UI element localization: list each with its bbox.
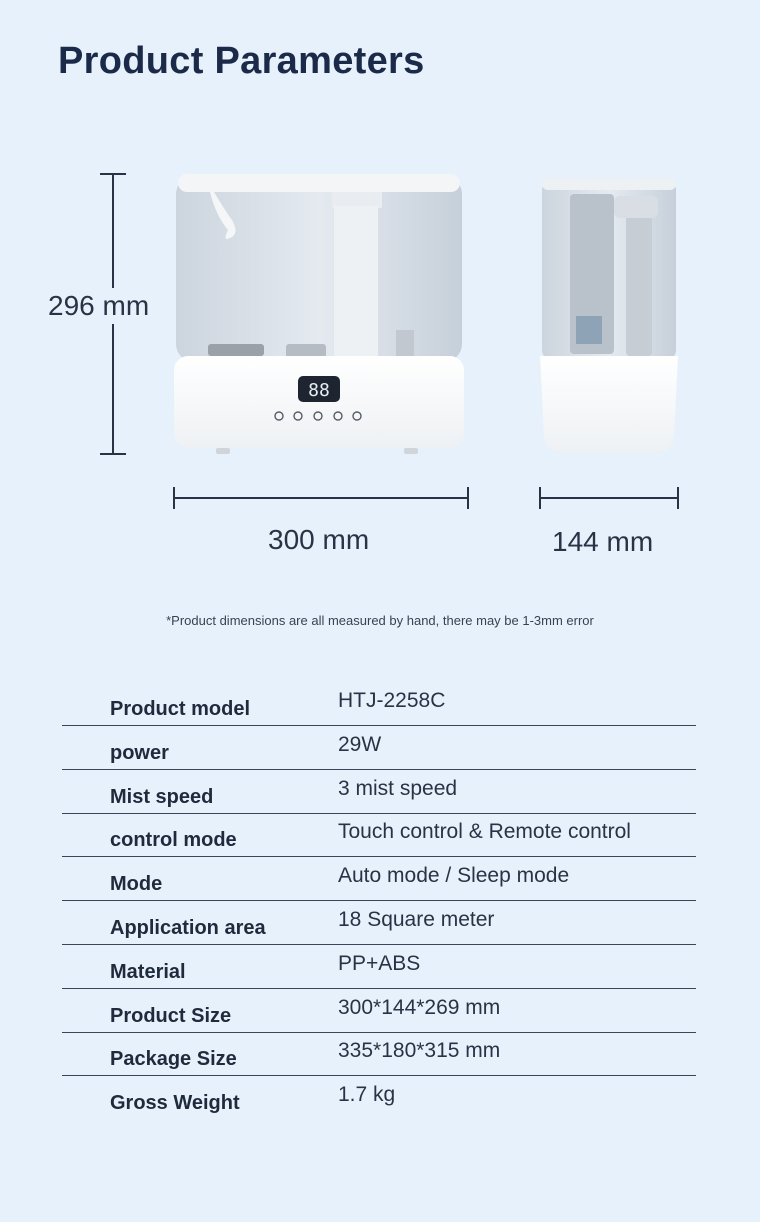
spec-value: HTJ-2258C <box>338 689 446 712</box>
table-row <box>62 683 696 726</box>
table-row <box>62 814 696 857</box>
measurement-note: *Product dimensions are all measured by hand, there may be 1-3mm error <box>166 613 594 628</box>
spec-value: 300*144*269 mm <box>338 995 501 1019</box>
specs-table <box>62 683 696 1120</box>
spec-label: Package Size <box>110 1048 237 1071</box>
table-row <box>62 727 696 770</box>
spec-value: 3 mist speed <box>338 776 458 800</box>
table-row <box>62 771 696 814</box>
table-row <box>62 902 696 945</box>
spec-label: Product model <box>110 698 251 720</box>
spec-value: Touch control & Remote control <box>338 820 631 844</box>
spec-value: PP+ABS <box>338 951 421 975</box>
spec-label: Application area <box>110 916 266 939</box>
spec-label: control mode <box>110 829 237 852</box>
table-row <box>62 858 696 901</box>
width-dimension-line <box>173 487 469 509</box>
page-title: Product Parameters <box>58 40 425 82</box>
spec-value: 29W <box>338 732 382 756</box>
table-row <box>62 946 696 989</box>
spec-label: power <box>110 741 169 764</box>
spec-label: Gross Weight <box>110 1092 240 1115</box>
spec-value: 1.7 kg <box>338 1083 396 1107</box>
table-row <box>62 1077 696 1119</box>
spec-value: 335*180*315 mm <box>338 1039 501 1063</box>
humidifier-front-view <box>168 172 470 458</box>
spec-label: Mist speed <box>110 785 214 808</box>
display-digits: 88 <box>308 380 330 401</box>
table-row <box>62 1033 696 1076</box>
spec-label: Material <box>110 960 186 983</box>
height-dimension-label: 296 mm <box>48 288 149 324</box>
spec-value: 18 Square meter <box>338 907 495 931</box>
humidifier-side-view <box>536 176 682 456</box>
depth-dimension-line <box>539 487 679 509</box>
width-dimension-label: 300 mm <box>268 522 369 558</box>
depth-dimension-label: 144 mm <box>552 524 653 560</box>
spec-value: Auto mode / Sleep mode <box>338 864 570 888</box>
table-row <box>62 990 696 1033</box>
spec-label: Mode <box>110 873 163 896</box>
spec-label: Product Size <box>110 1004 232 1027</box>
